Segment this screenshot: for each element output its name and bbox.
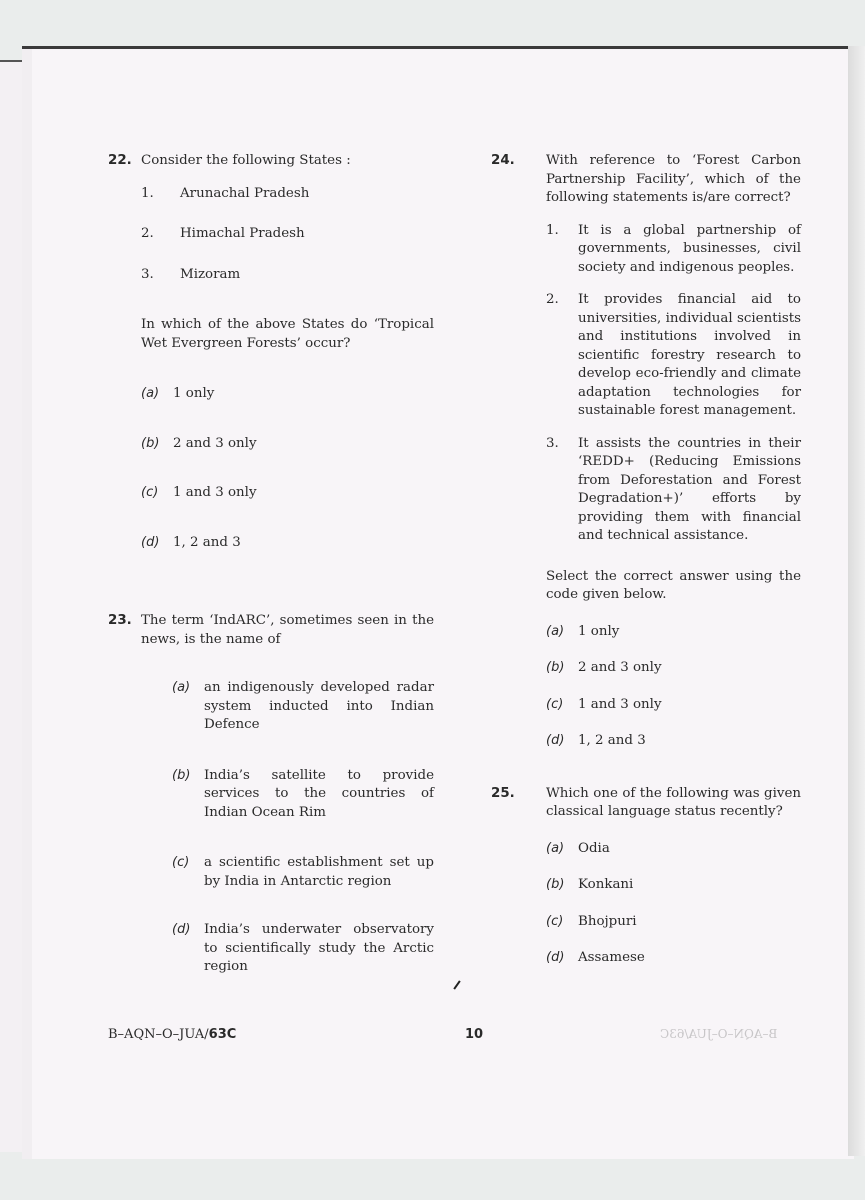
statement	[141, 266, 434, 285]
option-text: 2 and 3 only	[173, 435, 257, 451]
option-label: (b)	[546, 660, 565, 675]
option-text: India’s underwater observatory to scientifically study the Arctic region	[204, 922, 434, 974]
left-column	[108, 108, 434, 977]
option-label: (a)	[546, 840, 565, 856]
page-edge-shadow	[848, 46, 865, 1156]
question-prompt: In which of the above States do ‘Tropical Wet Evergreen Forests’ occur?	[141, 317, 434, 351]
option-text: 1, 2 and 3	[578, 733, 646, 748]
option-label: (b)	[141, 435, 160, 451]
statement-text: It is a global partnership of governments, businesses, civil society and indigenous peoples.	[578, 222, 801, 275]
option-b[interactable]	[172, 767, 434, 823]
footer-bleedthrough-text: B–AQN–O–JUA/63C	[660, 1027, 778, 1041]
option-b[interactable]	[546, 659, 801, 678]
option-text: an indigenously developed radar system inducted into Indian Defence	[204, 680, 434, 732]
statement	[141, 225, 434, 244]
option-b[interactable]	[141, 435, 434, 454]
option-text: 2 and 3 only	[578, 660, 662, 675]
option-label: (c)	[546, 696, 564, 712]
statement	[546, 435, 801, 546]
question-25	[491, 785, 801, 968]
statement-number: 1.	[141, 185, 154, 201]
statement-text: Mizoram	[180, 266, 241, 282]
option-label: (c)	[546, 913, 564, 929]
option-c[interactable]	[546, 696, 801, 715]
option-text: India’s satellite to provide services to the countries of Indian Ocean Rim	[204, 767, 434, 820]
question-number: 25.	[491, 785, 515, 801]
question-prompt: Select the correct answer using the code given below.	[546, 568, 801, 602]
option-text: 1 and 3 only	[173, 485, 257, 500]
option-label: (d)	[546, 733, 565, 748]
question-24	[491, 108, 801, 751]
option-c[interactable]	[546, 913, 801, 932]
footer-code-suffix: 63C	[208, 1027, 237, 1042]
option-text: 1 and 3 only	[578, 696, 662, 712]
option-text: 1 only	[578, 623, 620, 639]
option-a[interactable]	[546, 840, 801, 859]
option-a[interactable]	[172, 679, 434, 735]
question-22	[108, 108, 434, 552]
question-stem: Which one of the following was given classical language status recently?	[546, 785, 801, 819]
question-23	[108, 612, 434, 977]
option-label: (a)	[141, 386, 160, 401]
option-label: (d)	[172, 922, 191, 937]
question-number: 22.	[108, 153, 132, 168]
question-number: 24.	[491, 153, 515, 168]
statement-number: 1.	[546, 222, 559, 238]
option-d[interactable]	[172, 921, 434, 977]
option-d[interactable]	[546, 732, 801, 751]
page-number: 10	[465, 1027, 484, 1042]
footer-booklet-code	[108, 1027, 236, 1042]
statement-number: 3.	[546, 435, 559, 451]
option-a[interactable]	[141, 385, 434, 404]
option-label: (b)	[546, 877, 565, 892]
question-number: 23.	[108, 613, 132, 628]
question-stem: With reference to ‘Forest Carbon Partnership Facility’, which of the following statements is/are correct?	[546, 153, 801, 205]
statement-number: 3.	[141, 266, 154, 282]
option-text: a scientific establishment set up by India in Antarctic region	[204, 855, 434, 889]
option-text: Bhojpuri	[578, 913, 637, 929]
option-label: (a)	[172, 680, 191, 695]
option-c[interactable]	[172, 854, 434, 891]
statement-number: 2.	[141, 226, 154, 241]
option-d[interactable]	[546, 949, 801, 968]
option-label: (d)	[546, 950, 565, 965]
option-d[interactable]	[141, 534, 434, 553]
statement	[141, 185, 434, 204]
statement-number: 2.	[546, 292, 559, 307]
option-a[interactable]	[546, 623, 801, 642]
question-stem: The term ‘IndARC’, sometimes seen in the news, is the name of	[141, 613, 434, 647]
option-c[interactable]	[141, 484, 434, 503]
right-column	[491, 108, 801, 968]
option-text: Assamese	[578, 950, 645, 965]
option-label: (d)	[141, 534, 160, 550]
option-label: (c)	[172, 855, 190, 870]
footer-code-prefix: B–AQN–O–JUA/	[108, 1027, 209, 1042]
option-label: (a)	[546, 623, 565, 639]
option-label: (c)	[141, 485, 159, 500]
option-label: (b)	[172, 767, 191, 783]
question-stem: Consider the following States :	[141, 153, 351, 168]
option-text: Konkani	[578, 877, 634, 892]
statement-text: It provides financial aid to universities, individual scientists and institutions involved in scientific forestry research to develop eco-friendly and climate adaptation technologies for sustainable forest management.	[578, 292, 801, 418]
option-text: 1, 2 and 3	[173, 534, 241, 550]
statement	[546, 291, 801, 421]
statement-text: Arunachal Pradesh	[180, 185, 310, 201]
statement	[546, 222, 801, 278]
option-text: Odia	[578, 840, 610, 856]
statement-text: Himachal Pradesh	[180, 226, 305, 241]
option-b[interactable]	[546, 876, 801, 895]
statement-text: It assists the countries in their ‘REDD+ (Reducing Emissions from Deforestation and Forest Degradation+)’ efforts by providing them with financial and technical assistance.	[578, 435, 801, 543]
option-text: 1 only	[173, 386, 215, 401]
